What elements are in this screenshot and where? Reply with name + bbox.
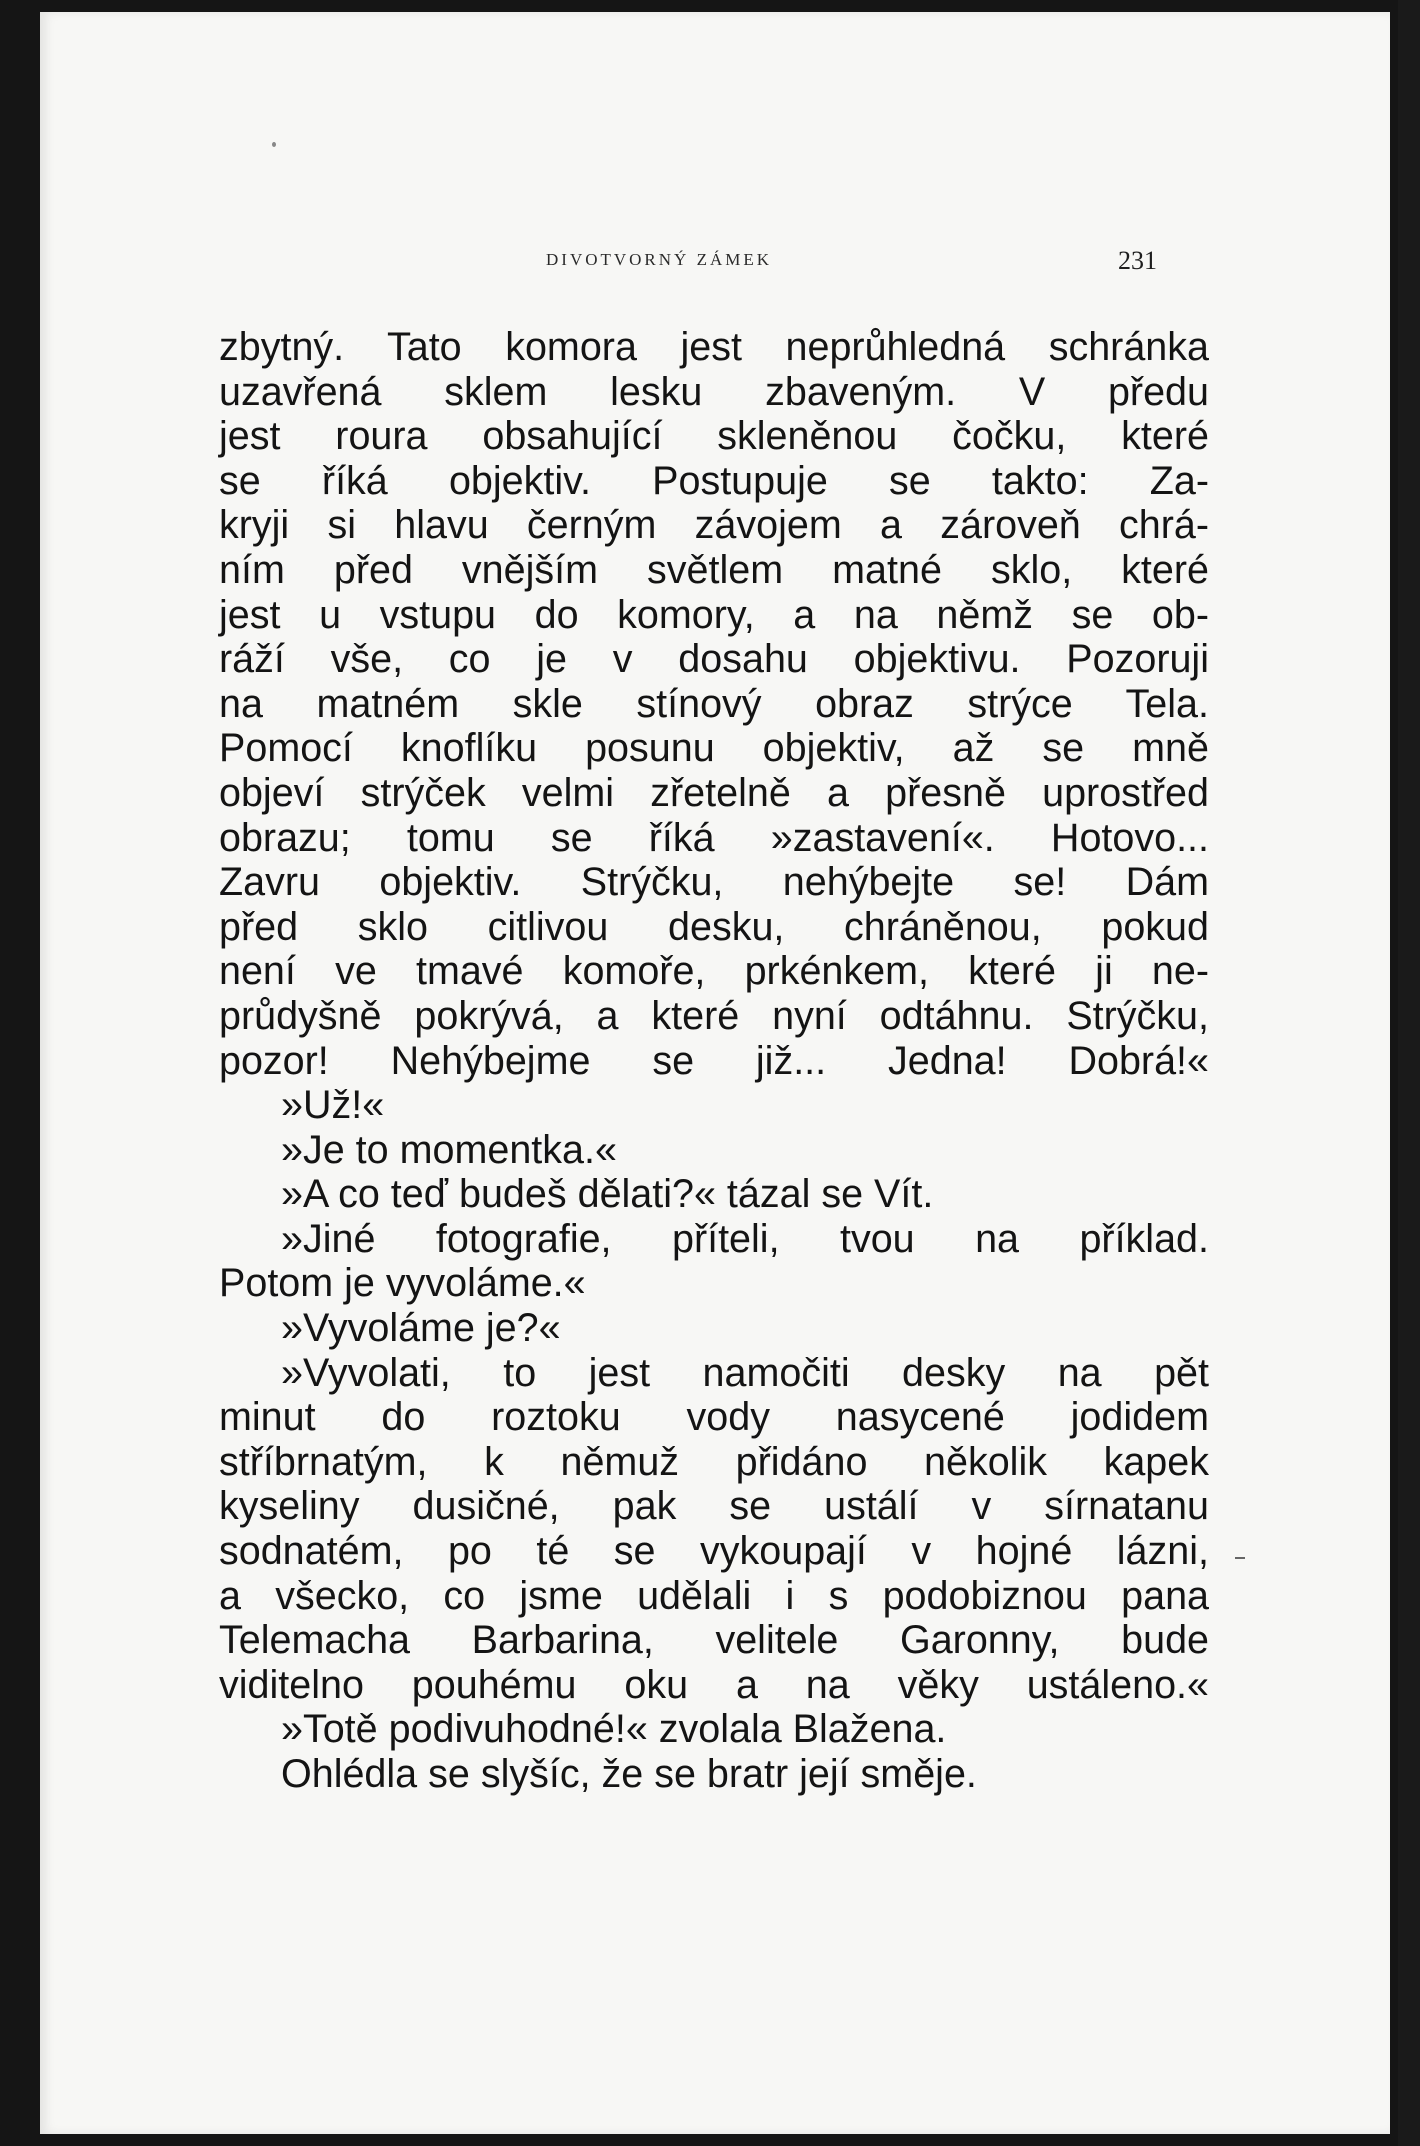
text-line: se říká objektiv. Postupuje se takto: Za-	[219, 458, 1209, 503]
text-line: Pomocí knoflíku posunu objektiv, až se mně	[219, 726, 1209, 771]
text-line: kyseliny dusičné, pak se ustálí v sírnatanu	[219, 1484, 1209, 1529]
text-line: stříbrnatým, k němuž přidáno několik kapek	[219, 1439, 1209, 1484]
text-line: Potom je vyvoláme.«	[219, 1261, 586, 1306]
text-line: není ve tmavé komoře, prkénkem, které ji ne-	[219, 949, 1209, 994]
text-line: jest roura obsahující skleněnou čočku, které	[219, 414, 1209, 459]
page-number: 231	[1118, 246, 1157, 275]
text-line: průdyšně pokrývá, a které nyní odtáhnu. Strýčku,	[219, 993, 1209, 1038]
text-line: Telemacha Barbarina, velitele Garonny, bude	[219, 1618, 1209, 1663]
text-line: pozor! Nehýbejme se již... Jedna! Dobrá!«	[219, 1038, 1209, 1083]
text-line: před sklo citlivou desku, chráněnou, pokud	[219, 904, 1209, 949]
text-line: »Už!«	[281, 1083, 385, 1128]
text-line: objeví strýček velmi zřetelně a přesně uprostřed	[219, 770, 1209, 815]
text-line: minut do roztoku vody nasycené jodidem	[219, 1395, 1209, 1440]
text-line: zbytný. Tato komora jest neprůhledná schránka	[219, 325, 1209, 369]
text-line: sodnatém, po té se vykoupají v hojné lázni,	[219, 1529, 1209, 1574]
text-line: »Vyvoláme je?«	[281, 1306, 561, 1351]
running-title: DIVOTVORNÝ ZÁMEK	[546, 250, 773, 269]
text-line: uzavřená sklem lesku zbaveným. V předu	[219, 369, 1209, 414]
text-line: »Jiné fotografie, příteli, tvou na příklad.	[281, 1216, 1209, 1261]
text-line: obrazu; tomu se říká »zastavení«. Hotovo...	[219, 815, 1209, 860]
text-line: »A co teď budeš dělati?« tázal se Vít.	[281, 1172, 934, 1217]
scan-border	[1398, 0, 1420, 2146]
text-line: jest u vstupu do komory, a na němž se ob-	[219, 592, 1209, 637]
text-line: na matném skle stínový obraz strýce Tela.	[219, 681, 1209, 726]
text-line: ním před vnějším světlem matné sklo, které	[219, 547, 1209, 592]
text-line: a všecko, co jsme udělali i s podobiznou pana	[219, 1573, 1209, 1618]
text-line: ráží vše, co je v dosahu objektivu. Pozoruji	[219, 637, 1209, 682]
text-line: viditelno pouhému oku a na věky ustáleno.«	[219, 1662, 1209, 1707]
text-line: »Je to momentka.«	[281, 1127, 617, 1172]
text-line: kryji si hlavu černým závojem a zároveň chrá-	[219, 503, 1209, 548]
paper-speck	[1235, 1557, 1245, 1559]
running-header	[40, 238, 1390, 278]
text-line: Zavru objektiv. Strýčku, nehýbejte se! Dám	[219, 860, 1209, 905]
body-text	[219, 325, 1209, 1797]
paper-speck	[272, 142, 276, 147]
book-page	[40, 12, 1390, 2134]
text-line: »Vyvolati, to jest namočiti desky na pět	[281, 1350, 1209, 1395]
text-line: Ohlédla se slyšíc, že se bratr její směje.	[281, 1752, 977, 1796]
text-line: »Totě podivuhodné!« zvolala Blažena.	[281, 1707, 947, 1752]
